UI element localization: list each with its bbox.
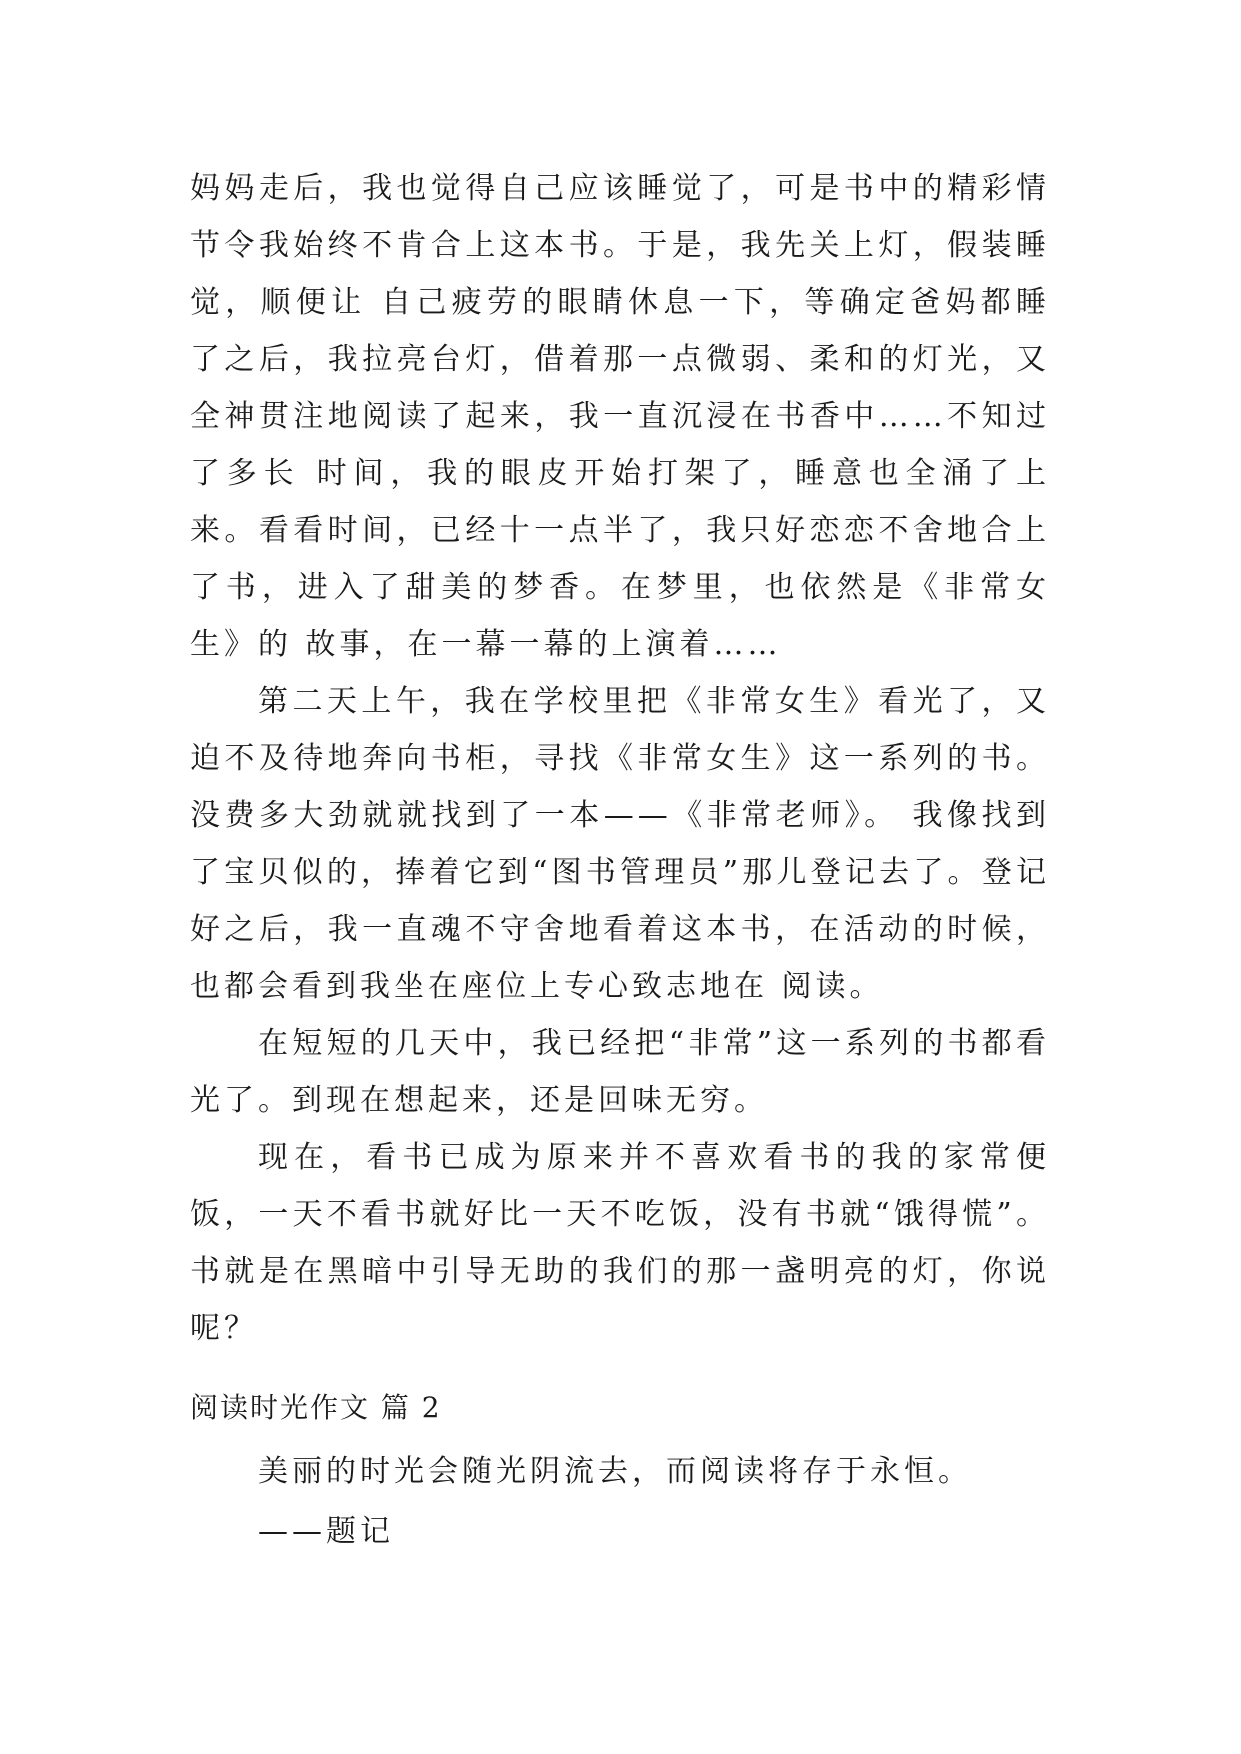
paragraph-2: 第二天上午，我在学校里把《非常女生》看光了，又迫不及待地奔向书柜，寻找《非常女生》这一系列的书。没费多大劲就就找到了一本——《非常老师》。 我像找到了宝贝似的，捧着它到“图书管理员”那儿登记去了。登记好之后，我一直魂不守舍地看着这本书，在活动的时候，也都会看到我坐在座位上专心致志地在 阅读。 [190, 684, 1050, 1004]
epigraph-attribution: ——题记 [258, 1514, 394, 1549]
article-body [190, 160, 1050, 1357]
paragraph-1: 妈妈走后，我也觉得自己应该睡觉了，可是书中的精彩情节令我始终不肯合上这本书。于是，我先关上灯，假装睡觉，顺便让 自己疲劳的眼睛休息一下，等确定爸妈都睡了之后，我拉亮台灯，借着那一点微弱、柔和的灯光，又全神贯注地阅读了起来，我一直沉浸在书香中……不知过了多长 时间，我的眼皮开始打架了，睡意也全涌了上来。看看时间，已经十一点半了，我只好恋恋不舍地合上了书，进入了甜美的梦香。在梦里，也依然是《非常女生》的 故事，在一幕一幕的上演着…… [190, 171, 1050, 662]
paragraph-4: 现在，看书已成为原来并不喜欢看书的我的家常便饭，一天不看书就好比一天不吃饭，没有书就“饿得慌”。书就是在黑暗中引导无助的我们的那一盏明亮的灯，你说呢？ [190, 1140, 1050, 1346]
epigraph: 美丽的时光会随光阴流去，而阅读将存于永恒。 [258, 1454, 972, 1489]
section-2-body [190, 1442, 1050, 1562]
paragraph-3: 在短短的几天中，我已经把“非常”这一系列的书都看光了。到现在想起来，还是回味无穷。 [190, 1026, 1050, 1118]
section-heading: 阅读时光作文 篇 2 [190, 1391, 442, 1424]
